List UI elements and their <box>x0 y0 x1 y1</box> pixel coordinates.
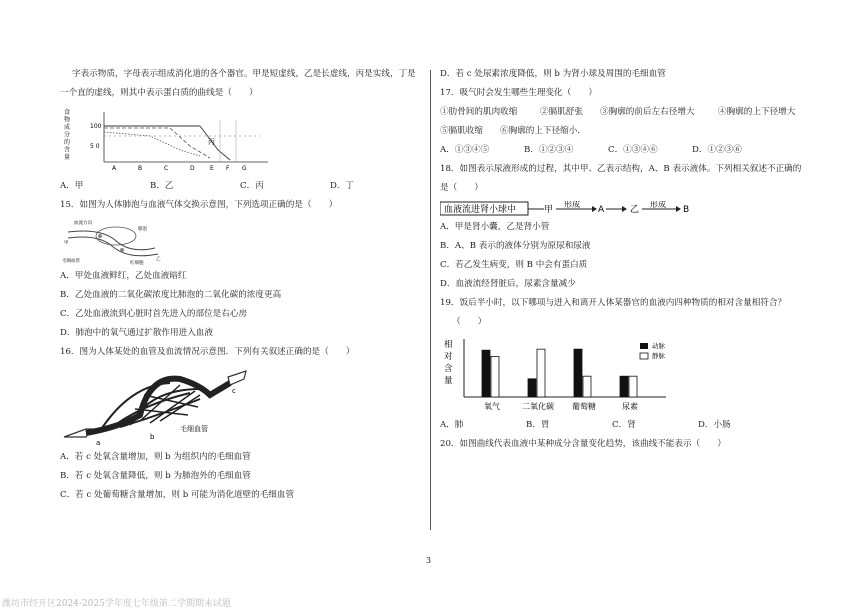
q15-red-cell-2 <box>120 248 124 252</box>
q16-option-b[interactable]: B．若 c 处氧含量降低，则 b 为肺泡外的毛细血管 <box>60 471 251 481</box>
q14-options <box>60 180 420 193</box>
q19-ylabel-char: 对 <box>444 352 453 362</box>
q19-ylabel-char: 相 <box>444 340 453 350</box>
q16-label-a: a <box>96 439 101 447</box>
q16-option-a[interactable]: A．若 c 处氧含量增加，则 b 为组织内的毛细血管 <box>60 452 251 462</box>
q19-category-label: 二氧化碳 <box>522 402 554 411</box>
q18-option-a[interactable]: A．甲是肾小囊，乙是肾小管 <box>440 222 550 232</box>
q14-stem-line2: 一个直的虚线，则其中表示蛋白质的曲线是（ ） <box>60 88 258 98</box>
q19-category-label: 尿素 <box>622 402 638 411</box>
q15-label-capillary: 毛细血管 <box>62 259 80 264</box>
q19-bar-artery <box>620 376 628 397</box>
q14-option-d[interactable]: D．丁 <box>330 181 355 191</box>
q19-chart-svg <box>440 335 690 415</box>
q14-curve-jia <box>104 132 200 156</box>
q19-option-d[interactable]: D．小肠 <box>698 420 731 430</box>
right-column <box>440 68 810 457</box>
q19-bar-vein <box>491 356 499 397</box>
q16-option-d[interactable]: D．若 c 处尿素浓度降低，则 b 为肾小球及周围的毛细血管 <box>440 69 666 79</box>
q16-capillary-figure <box>60 365 420 447</box>
q17-item-5: ⑤膈肌收缩 <box>440 126 483 136</box>
q18-diagram-svg <box>440 201 700 217</box>
q16-label-capillary: 毛细血管 <box>180 425 208 433</box>
footer-watermark: 潍坊市经开区2024-2025学年度七年级第二学期期末试题 <box>2 599 231 609</box>
q14-curve-yi <box>104 128 210 158</box>
q18-arrowhead-2 <box>622 206 627 212</box>
q17-items-row1 <box>440 106 810 119</box>
q15-label-flow: 血流方向 <box>74 221 92 226</box>
q16-figure-svg <box>60 365 250 447</box>
q19-stem: 19．饭后半小时，以下哪项与进入和离开人体某器官的血液内四种物质的相对含量相符合？ <box>440 298 787 308</box>
q16-vessel <box>86 379 230 433</box>
q14-curve-label: 丙 <box>208 138 215 146</box>
q14-x-letter: D <box>190 165 195 172</box>
q15-stem: 15．如图为人体肺泡与血液气体交换示意图，下列选项正确的是（ ） <box>60 200 338 210</box>
q14-x-letters <box>112 165 247 172</box>
q19-legend-swatch-vein <box>640 353 648 359</box>
q14-ylabel-char: 含 <box>64 146 71 154</box>
q19-legend-swatch-artery <box>640 343 648 349</box>
q18-node-b: B <box>683 205 690 215</box>
q17-option-a[interactable]: A．①③④⑤ <box>440 145 490 155</box>
q19-options <box>440 419 810 432</box>
q14-ylabel-char: 量 <box>64 154 71 161</box>
q14-option-a[interactable]: A．甲 <box>60 181 84 191</box>
q18-box-text: 血液流进肾小球中 <box>444 205 517 215</box>
q14-option-b[interactable]: B．乙 <box>150 181 174 191</box>
q14-digestion-curve-figure <box>60 106 420 176</box>
q15-label-yi: 乙 <box>156 257 161 262</box>
q17-option-b[interactable]: B．①②③④ <box>524 145 574 155</box>
q16-option-c[interactable]: C．若 c 处葡萄糖含量增加，则 b 可能为消化道壁的毛细血管 <box>60 490 295 500</box>
q14-x-letter: F <box>226 165 230 172</box>
q18-node-jia: 甲 <box>544 205 554 215</box>
q14-curve-svg <box>60 106 270 176</box>
left-column <box>60 68 420 508</box>
q18-option-c[interactable]: C．若乙发生病变，则 B 中会有蛋白质 <box>440 260 588 270</box>
q18-stem: 18．如图表示尿液形成的过程，其中甲、乙表示结构，A、B 表示液体。下列相关叙述不正确的 <box>440 164 802 174</box>
q16-stem: 16．图为人体某处的血管及血流情况示意图．下列有关叙述正确的是（ ） <box>60 347 355 357</box>
q19-legend-vein: 静脉 <box>652 352 665 360</box>
q18-arrowhead-1 <box>592 206 597 212</box>
q18-arrowhead-3 <box>676 206 681 212</box>
q19-bar-artery <box>482 350 490 397</box>
q18-arrow1-label: 形成 <box>564 201 580 209</box>
q14-option-c[interactable]: C．丙 <box>240 181 264 191</box>
q19-bar-vein <box>629 376 637 397</box>
q15-option-b[interactable]: B．乙处血液的二氧化碳浓度比肺泡的二氧化碳的浓度更高 <box>60 290 282 300</box>
q14-ylabel-char: 分 <box>64 131 71 139</box>
q19-ylabel-char: 量 <box>444 376 453 386</box>
q19-y-axis-label <box>444 339 453 386</box>
q14-ylabel-char: 的 <box>64 139 71 146</box>
q19-category-label: 葡萄糖 <box>572 402 596 411</box>
q19-category-label: 氧气 <box>484 402 500 411</box>
q17-item-2: ②膈肌舒张 <box>540 107 583 117</box>
q14-x-letter: E <box>210 165 214 172</box>
q17-item-1: ①肋骨间的肌肉收缩 <box>440 107 518 117</box>
q14-y-50: 5 0 <box>90 143 100 150</box>
q15-label-rbc: 红细胞 <box>130 261 144 266</box>
q15-label-jia: 甲 <box>64 241 69 246</box>
q18-stem-2: 是（ ） <box>440 183 483 193</box>
q15-capillary <box>68 231 155 250</box>
q18-node-a: A <box>598 205 605 215</box>
q17-option-d[interactable]: D．①②③⑥ <box>692 145 742 155</box>
q14-ylabel-char: 物 <box>64 116 71 124</box>
q14-ylabel-char: 成 <box>64 124 71 131</box>
q14-y-axis-label <box>64 108 70 161</box>
q19-legend-artery: 动脉 <box>652 342 665 350</box>
q19-bar-chart <box>440 335 810 415</box>
q14-stem-line1: 字表示物质，字母表示组成消化道的各个器官。甲是短虚线，乙是长虚线，丙是实线，丁是 <box>72 69 416 79</box>
q15-option-d[interactable]: D．肺泡中的氧气通过扩散作用进入血液 <box>60 328 213 338</box>
q14-x-letter: A <box>112 165 117 172</box>
q16-label-c: c <box>232 387 236 395</box>
q17-items-row2 <box>440 125 810 138</box>
q19-bar-artery <box>528 379 536 397</box>
q19-category-labels <box>484 401 638 411</box>
q14-ylabel-char: 食 <box>64 109 71 116</box>
q19-bar-vein <box>583 376 591 397</box>
q17-item-4: ④胸廓的上下径增大 <box>718 107 796 117</box>
q19-option-c[interactable]: C．肾 <box>612 420 636 430</box>
q14-x-letter: B <box>138 165 143 172</box>
q17-option-c[interactable]: C．①③④⑥ <box>608 145 658 155</box>
q20-stem: 20．如图曲线代表血液中某种成分含量变化趋势，该曲线不能表示（ ） <box>440 439 726 449</box>
q19-paren: （ ） <box>452 317 487 327</box>
column-divider <box>430 70 431 530</box>
q19-ylabel-char: 含 <box>444 364 453 374</box>
q19-bars <box>482 349 637 397</box>
q18-urine-diagram <box>440 201 810 217</box>
q15-figure-svg <box>60 218 170 266</box>
q14-x-letter: G <box>242 165 247 172</box>
q15-capillary-wall <box>68 237 158 256</box>
q18-option-b[interactable]: B．A、B 表示的液体分别为原尿和尿液 <box>440 241 591 251</box>
q18-node-yi: 乙 <box>630 205 640 215</box>
q17-options <box>440 144 810 157</box>
q19-bar-artery <box>574 349 582 397</box>
q18-option-d[interactable]: D．血液流经肾脏后，尿素含量减少 <box>440 279 576 289</box>
q19-option-a[interactable]: A．肺 <box>440 420 464 430</box>
q19-option-b[interactable]: B．胃 <box>526 420 550 430</box>
q15-alveolus-figure <box>60 218 420 266</box>
q16-outflow-arrow <box>228 371 246 385</box>
q17-stem: 17．吸气时会发生哪些生理变化（ ） <box>440 88 598 98</box>
q16-label-b: b <box>150 433 155 441</box>
q15-red-cell <box>98 234 102 238</box>
q14-y-100: 100 <box>90 123 102 130</box>
q15-option-a[interactable]: A．甲处血液鲜红，乙处血液暗红 <box>60 271 187 281</box>
q18-arrow2-label: 形成 <box>650 201 666 209</box>
page-number: 3 <box>426 556 432 565</box>
q15-label-alveolus: 肺泡 <box>138 227 147 232</box>
q17-item-6: ⑥胸廓的上下径缩小． <box>500 126 586 136</box>
q19-bar-vein <box>537 349 545 397</box>
q15-option-c[interactable]: C．乙处血液流到心脏时首先进入的部位是右心房 <box>60 309 248 319</box>
q14-x-letter: C <box>164 165 169 172</box>
q17-item-3: ③胸廓的前后左右径增大 <box>600 107 695 117</box>
